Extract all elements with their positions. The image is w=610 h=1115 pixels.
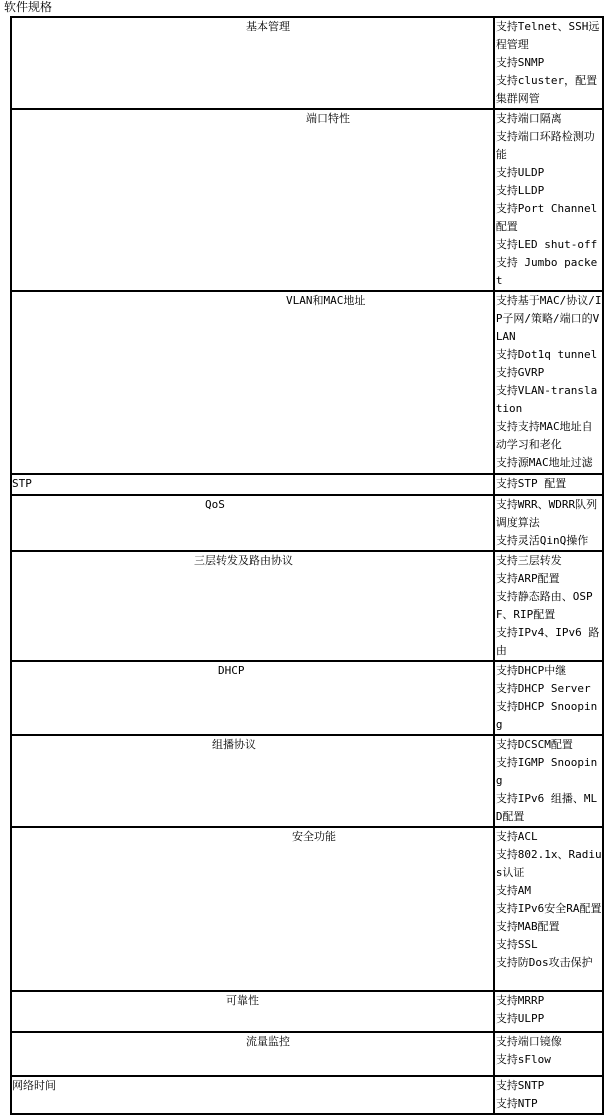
category-label: STP xyxy=(12,477,32,490)
feature-item: 支持SNTP xyxy=(495,1079,545,1092)
feature-item: 支持STP 配置 xyxy=(495,477,567,490)
feature-item: 支持IPv6 组播、MLD配置 xyxy=(495,792,598,823)
feature-item: 支持MRRP xyxy=(495,994,545,1007)
feature-item: 支持VLAN-translation xyxy=(495,384,598,415)
feature-item: 支持DHCP中继 xyxy=(495,664,567,677)
category-label: 组播协议 xyxy=(212,738,256,751)
feature-item: 支持 Jumbo packet xyxy=(495,256,598,287)
category-cell xyxy=(11,474,494,495)
feature-item: 支持ACL xyxy=(495,830,538,843)
feature-item: 支持灵活QinQ操作 xyxy=(495,534,589,547)
category-label: 安全功能 xyxy=(292,830,336,843)
section-title: 软件规格 xyxy=(4,0,53,14)
feature-item: 支持端口隔离 xyxy=(495,112,562,125)
table-row xyxy=(11,991,603,1032)
feature-item: 支持NTP xyxy=(495,1097,538,1110)
category-cell xyxy=(11,1032,494,1076)
category-label: 可靠性 xyxy=(226,994,259,1007)
feature-item: 支持SNMP xyxy=(495,56,545,69)
features-cell xyxy=(494,109,603,291)
category-label: 三层转发及路由协议 xyxy=(194,554,293,567)
category-label: 基本管理 xyxy=(246,20,290,33)
feature-item: 支持LLDP xyxy=(495,184,545,197)
feature-item: 支持SSL xyxy=(495,938,538,951)
feature-item: 支持基于MAC/协议/IP子网/策略/端口的VLAN xyxy=(495,294,602,343)
table-row xyxy=(11,661,603,735)
feature-item: 支持端口镜像 xyxy=(495,1035,562,1048)
category-label: 流量监控 xyxy=(246,1035,290,1048)
table-row xyxy=(11,17,603,109)
features-cell xyxy=(494,661,603,735)
feature-item: 支持DHCP Snooping xyxy=(495,700,598,731)
feature-item: 支持cluster，配置集群网管 xyxy=(495,74,598,105)
table-row xyxy=(11,474,603,495)
table-row xyxy=(11,109,603,291)
features-cell xyxy=(494,1076,603,1114)
feature-item: 支持LED shut-off xyxy=(495,238,598,251)
table-row xyxy=(11,1076,603,1114)
feature-item: 支持静态路由、OSPF、RIP配置 xyxy=(495,590,593,621)
category-cell xyxy=(11,991,494,1032)
category-label: 网络时间 xyxy=(12,1079,56,1092)
category-cell xyxy=(11,827,494,991)
features-cell xyxy=(494,551,603,661)
category-cell xyxy=(11,1076,494,1114)
feature-item: 支持支持MAC地址自动学习和老化 xyxy=(495,420,593,451)
features-cell xyxy=(494,474,603,495)
feature-item: 支持MAB配置 xyxy=(495,920,560,933)
features-cell xyxy=(494,735,603,827)
category-label: 端口特性 xyxy=(306,112,350,125)
feature-item: 支持Port Channel配置 xyxy=(495,202,598,233)
feature-item: 支持三层转发 xyxy=(495,554,562,567)
features-cell xyxy=(494,291,603,474)
feature-item: 支持ULPP xyxy=(495,1012,545,1025)
features-cell xyxy=(494,991,603,1032)
spec-table xyxy=(10,16,604,1115)
feature-item: 支持Dot1q tunnel xyxy=(495,348,598,361)
category-cell xyxy=(11,735,494,827)
table-row xyxy=(11,827,603,991)
category-cell xyxy=(11,551,494,661)
feature-item: 支持IPv4、IPv6 路由 xyxy=(495,626,600,657)
category-label: QoS xyxy=(205,498,225,511)
feature-item: 支持ULDP xyxy=(495,166,545,179)
category-label: DHCP xyxy=(218,664,245,677)
feature-item: 支持Telnet、SSH远程管理 xyxy=(495,20,600,51)
feature-item: 支持DCSCM配置 xyxy=(495,738,573,751)
feature-item: 支持IGMP Snooping xyxy=(495,756,598,787)
feature-item: 支持802.1x、Radius认证 xyxy=(495,848,602,879)
category-cell xyxy=(11,109,494,291)
table-row xyxy=(11,551,603,661)
feature-item: 支持ARP配置 xyxy=(495,572,560,585)
table-row xyxy=(11,495,603,551)
table-row xyxy=(11,735,603,827)
feature-item: 支持WRR、WDRR队列调度算法 xyxy=(495,498,598,529)
feature-item: 支持端口环路检测功能 xyxy=(495,130,595,161)
table-row xyxy=(11,291,603,474)
category-cell xyxy=(11,17,494,109)
category-cell xyxy=(11,661,494,735)
feature-item: 支持IPv6安全RA配置 xyxy=(495,902,602,915)
features-cell xyxy=(494,495,603,551)
feature-item: 支持sFlow xyxy=(495,1053,551,1066)
features-cell xyxy=(494,1032,603,1076)
category-cell xyxy=(11,495,494,551)
feature-item: 支持AM xyxy=(495,884,532,897)
table-row xyxy=(11,1032,603,1076)
features-cell xyxy=(494,17,603,109)
feature-item: 支持GVRP xyxy=(495,366,545,379)
features-cell xyxy=(494,827,603,991)
feature-item: 支持防Dos攻击保护 xyxy=(495,956,593,969)
category-label: VLAN和MAC地址 xyxy=(286,294,366,307)
category-cell xyxy=(11,291,494,474)
feature-item: 支持源MAC地址过滤 xyxy=(495,456,593,469)
feature-item: 支持DHCP Server xyxy=(495,682,591,695)
